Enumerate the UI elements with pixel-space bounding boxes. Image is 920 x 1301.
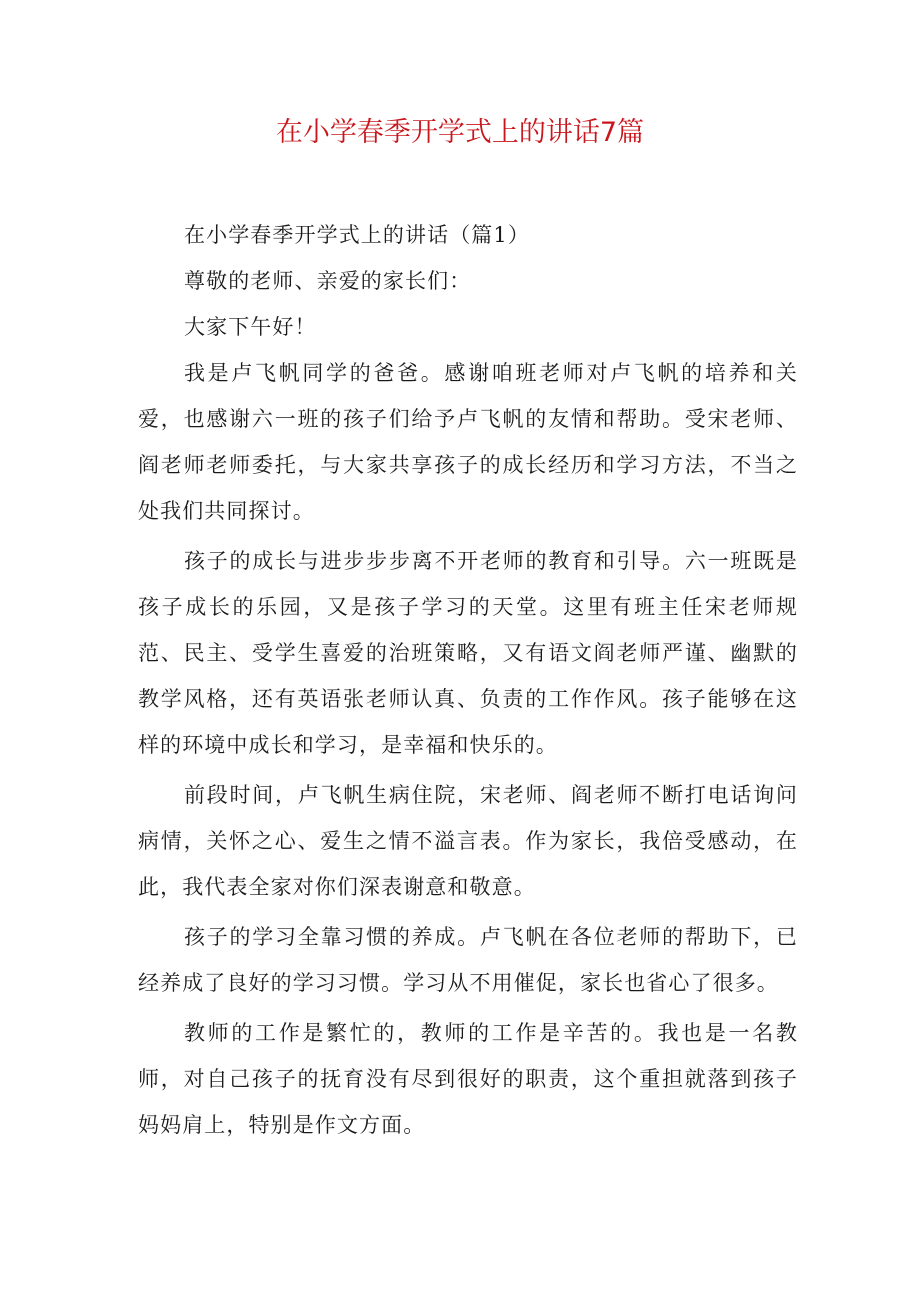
paragraph-growth: 孩子的成长与进步步步离不开老师的教育和引导。六一班既是孩子成长的乐园，又是孩子学习的天堂。这里有班主任宋老师规范、民主、受学生喜爱的治班策略，又有语文阎老师严谨、幽默的教学风格，还有英语张老师认真、负责的工作作风。孩子能够在这样的环境中成长和学习，是幸福和快乐的。 — [138, 549, 798, 757]
paragraph-intro: 我是卢飞帆同学的爸爸。感谢咱班老师对卢飞帆的培养和关爱，也感谢六一班的孩子们给予卢飞帆的友情和帮助。受宋老师、阎老师老师委托，与大家共享孩子的成长经历和学习方法，不当之处我们共同探讨。 — [138, 361, 798, 523]
paragraph-teacher-work: 教师的工作是繁忙的，教师的工作是辛苦的。我也是一名教师，对自己孩子的抚育没有尽到很好的职责，这个重担就落到孩子妈妈肩上，特别是作文方面。 — [138, 1021, 798, 1137]
greeting: 大家下午好！ — [184, 315, 317, 339]
document-title: 在小学春季开学式上的讲话7篇 — [275, 117, 645, 148]
paragraph-habits: 孩子的学习全靠习惯的养成。卢飞帆在各位老师的帮助下，已经养成了良好的学习习惯。学习从不用催促，家长也省心了很多。 — [138, 925, 798, 995]
section-heading: 在小学春季开学式上的讲话（篇1） — [184, 223, 530, 247]
document-body — [138, 212, 798, 1148]
salutation: 尊敬的老师、亲爱的家长们： — [184, 269, 472, 293]
paragraph-illness: 前段时间，卢飞帆生病住院，宋老师、阎老师不断打电话询问病情，关怀之心、爱生之情不溢言表。作为家长，我倍受感动，在此，我代表全家对你们深表谢意和敬意。 — [138, 783, 798, 899]
